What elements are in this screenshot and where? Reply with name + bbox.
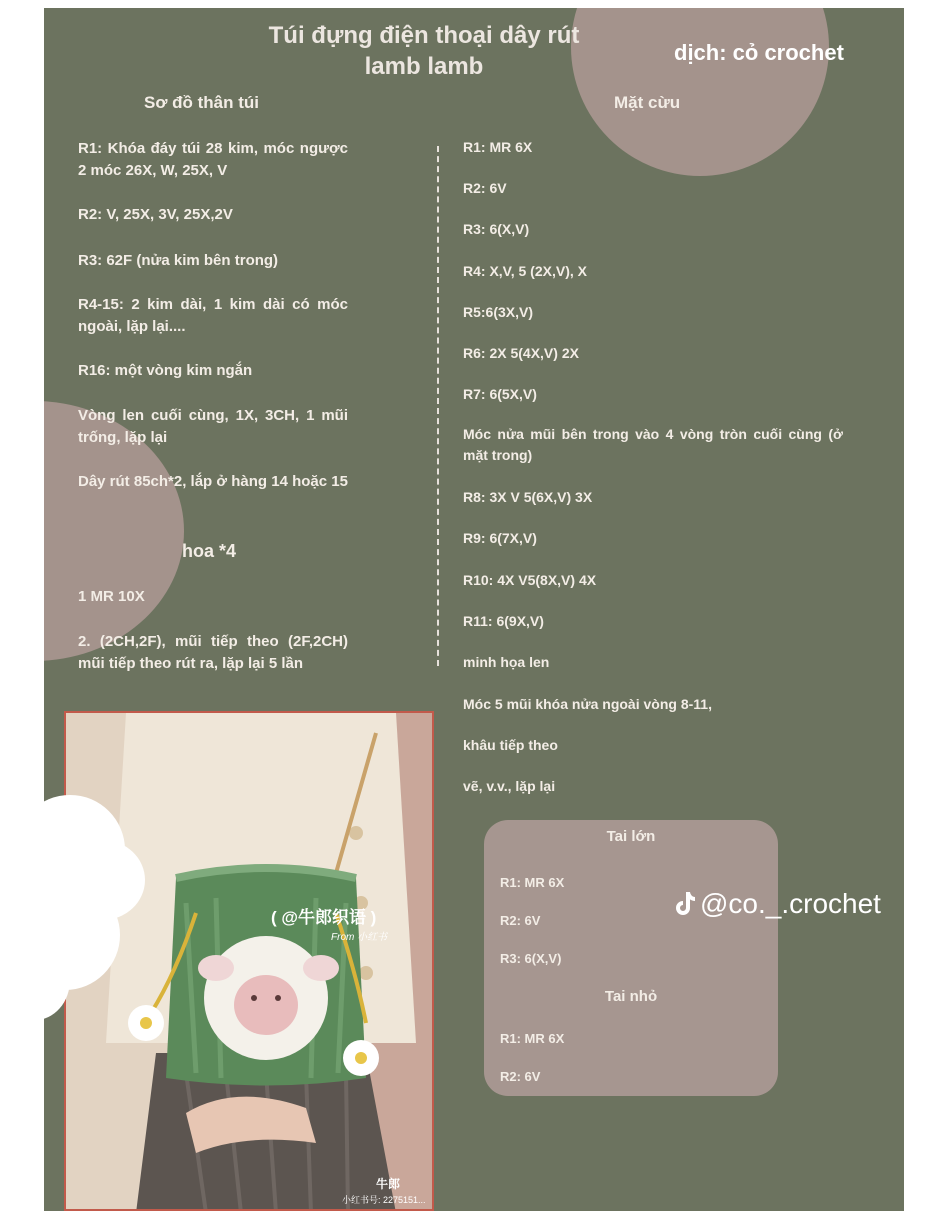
face-row: R9: 6(7X,V) — [463, 530, 537, 546]
sheep-face-heading: Mặt cừu — [614, 93, 681, 112]
face-row: R1: MR 6X — [463, 139, 533, 155]
body-row-16: R16: một vòng kim ngắn — [78, 362, 253, 379]
social-handle-text: @co._.crochet — [700, 888, 881, 919]
column-divider — [437, 146, 439, 666]
flower-heading: hoa *4 — [182, 541, 237, 561]
photo-watermark: ( @牛郎织语 ) — [271, 908, 377, 927]
body-pattern-heading: Sơ đồ thân túi — [144, 93, 260, 112]
title-line-2: lamb lamb — [364, 53, 484, 80]
small-ear-row: R2: 6V — [500, 1069, 541, 1084]
cloud-decoration — [0, 940, 70, 1020]
social-handle — [674, 888, 881, 920]
drawstring-note: Dây rút 85ch*2, lắp ở hàng 14 hoặc 15 — [78, 473, 348, 490]
small-ear-row: R1: MR 6X — [500, 1031, 565, 1046]
wool-note: vẽ, v.v., lặp lại — [463, 778, 556, 794]
face-row: R10: 4X V5(8X,V) 4X — [463, 572, 597, 588]
face-row: R8: 3X V 5(6X,V) 3X — [463, 489, 593, 505]
body-row-4-15: R4-15: 2 kim dài, 1 kim dài có móc ngoài, lặp lại.... — [78, 296, 348, 335]
face-row: R11: 6(9X,V) — [463, 613, 544, 629]
body-last-round: Vòng len cuối cùng, 1X, 3CH, 1 mũi trống, lặp lại — [78, 407, 348, 446]
title-line-1: Túi đựng điện thoại dây rút — [268, 22, 580, 49]
face-row: R4: X,V, 5 (2X,V), X — [463, 263, 587, 279]
big-ear-row: R1: MR 6X — [500, 875, 565, 890]
bag-illustration — [66, 713, 434, 1211]
photo-watermark-sub: From 小红书 — [331, 932, 388, 943]
wool-note: Móc 5 mũi khóa nửa ngoài vòng 8-11, — [463, 696, 712, 712]
big-ear-heading: Tai lớn — [606, 828, 656, 845]
face-row: R5:6(3X,V) — [463, 304, 534, 320]
small-ear-heading: Tai nhỏ — [604, 988, 658, 1005]
wool-note: minh họa len — [463, 654, 550, 670]
recipe-panel — [44, 8, 904, 1211]
product-photo — [64, 711, 434, 1211]
body-row-2: R2: V, 25X, 3V, 25X,2V — [78, 206, 233, 223]
flower-row-1: 1 MR 10X — [78, 588, 145, 605]
body-row-1: R1: Khóa đáy túi 28 kim, móc ngược 2 móc 26X, W, 25X, V — [78, 140, 348, 179]
translator-credit: dịch: cỏ crochet — [674, 40, 844, 65]
face-row: R2: 6V — [463, 180, 507, 196]
face-row: R3: 6(X,V) — [463, 221, 530, 237]
ears-box — [484, 820, 778, 1096]
face-row: R6: 2X 5(4X,V) 2X — [463, 345, 579, 361]
big-ear-row: R2: 6V — [500, 913, 541, 928]
tiktok-icon — [674, 891, 696, 917]
photo-corner-sub: 小红书号: 2275151... — [342, 1195, 426, 1205]
face-row: R7: 6(5X,V) — [463, 386, 537, 402]
wool-note: khâu tiếp theo — [463, 737, 558, 753]
flower-row-2: 2. (2CH,2F), mũi tiếp theo (2F,2CH) mũi tiếp theo rút ra, lặp lại 5 lần — [78, 633, 348, 672]
body-row-3: R3: 62F (nửa kim bên trong) — [78, 252, 279, 269]
face-note: Móc nửa mũi bên trong vào 4 vòng tròn cuối cùng (ở mặt trong) — [463, 426, 843, 463]
photo-corner-text: 牛郎 — [376, 1177, 401, 1191]
big-ear-row: R3: 6(X,V) — [500, 951, 562, 966]
